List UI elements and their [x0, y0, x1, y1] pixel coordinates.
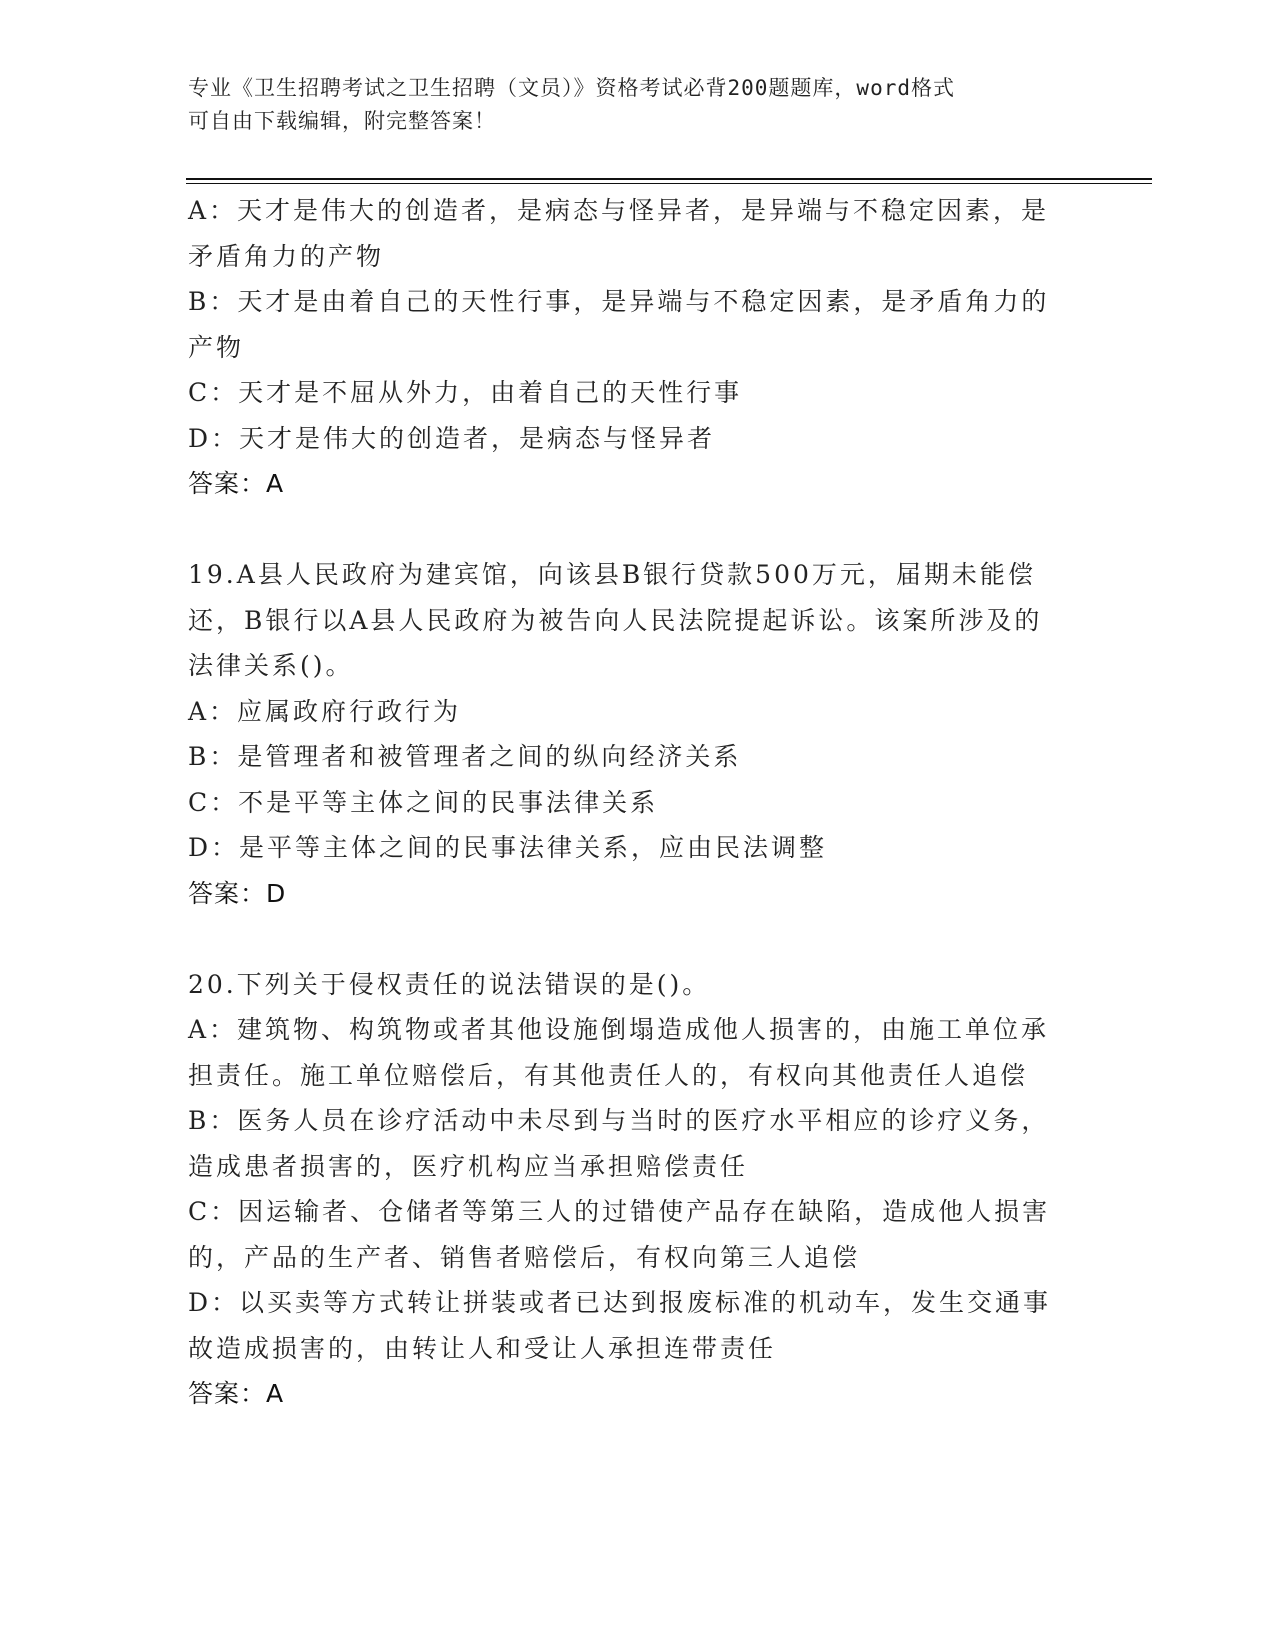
- page-header: [188, 72, 1088, 138]
- header-line: 可自由下载编辑，附完整答案！: [188, 109, 496, 133]
- answer: 答案：A: [188, 469, 285, 498]
- option-a: A：建筑物、构筑物或者其他设施倒塌造成他人损害的，由施工单位承: [188, 1015, 1050, 1044]
- question-text: 19.A县人民政府为建宾馆，向该县B银行贷款500万元，届期未能偿: [188, 560, 1036, 589]
- option-b: B：天才是由着自己的天性行事，是异端与不稳定因素，是矛盾角力的: [188, 287, 1050, 316]
- header-divider: [186, 183, 1152, 184]
- question-text: 法律关系()。: [188, 651, 354, 680]
- option-c: C：天才是不屈从外力，由着自己的天性行事: [188, 378, 743, 407]
- question-19-block: [188, 552, 1088, 916]
- header-divider: [186, 178, 1152, 180]
- option-a-continued: 担责任。施工单位赔偿后，有其他责任人的，有权向其他责任人追偿: [188, 1060, 1029, 1090]
- option-a: A：应属政府行政行为: [188, 696, 462, 726]
- option-c: C：不是平等主体之间的民事法律关系: [188, 787, 659, 817]
- option-c-continued: 的，产品的生产者、销售者赔偿后，有权向第三人追偿: [188, 1242, 861, 1272]
- question-20-block: [188, 962, 1088, 1417]
- question-text: 还，B银行以A县人民政府为被告向人民法院提起诉讼。该案所涉及的: [188, 605, 1043, 635]
- answer: 答案：D: [188, 878, 287, 908]
- option-c: C：因运输者、仓储者等第三人的过错使产品存在缺陷，造成他人损害: [188, 1197, 1051, 1226]
- option-d: D：是平等主体之间的民事法律关系，应由民法调整: [188, 833, 828, 862]
- option-b: B：医务人员在诊疗活动中未尽到与当时的医疗水平相应的诊疗义务，: [188, 1106, 1050, 1135]
- option-b: B：是管理者和被管理者之间的纵向经济关系: [188, 742, 742, 771]
- option-a: A：天才是伟大的创造者，是病态与怪异者，是异端与不稳定因素，是: [188, 196, 1050, 225]
- question-text: 20.下列关于侵权责任的说法错误的是()。: [188, 969, 711, 999]
- option-d: D：天才是伟大的创造者，是病态与怪异者: [188, 423, 716, 453]
- option-d: D：以买卖等方式转让拼装或者已达到报废标准的机动车，发生交通事: [188, 1288, 1052, 1317]
- option-a-continued: 矛盾角力的产物: [188, 241, 385, 271]
- option-d-continued: 故造成损害的，由转让人和受让人承担连带责任: [188, 1333, 777, 1363]
- question-18-block: [188, 188, 1088, 507]
- header-line: 专业《卫生招聘考试之卫生招聘（文员）》资格考试必背200题题库，word格式: [188, 76, 955, 100]
- option-b-continued: 产物: [188, 332, 245, 362]
- answer: 答案：A: [188, 1379, 285, 1408]
- option-b-continued: 造成患者损害的，医疗机构应当承担赔偿责任: [188, 1151, 749, 1181]
- spacer: [188, 916, 1088, 962]
- spacer: [188, 507, 1088, 553]
- question-list: [188, 188, 1088, 1417]
